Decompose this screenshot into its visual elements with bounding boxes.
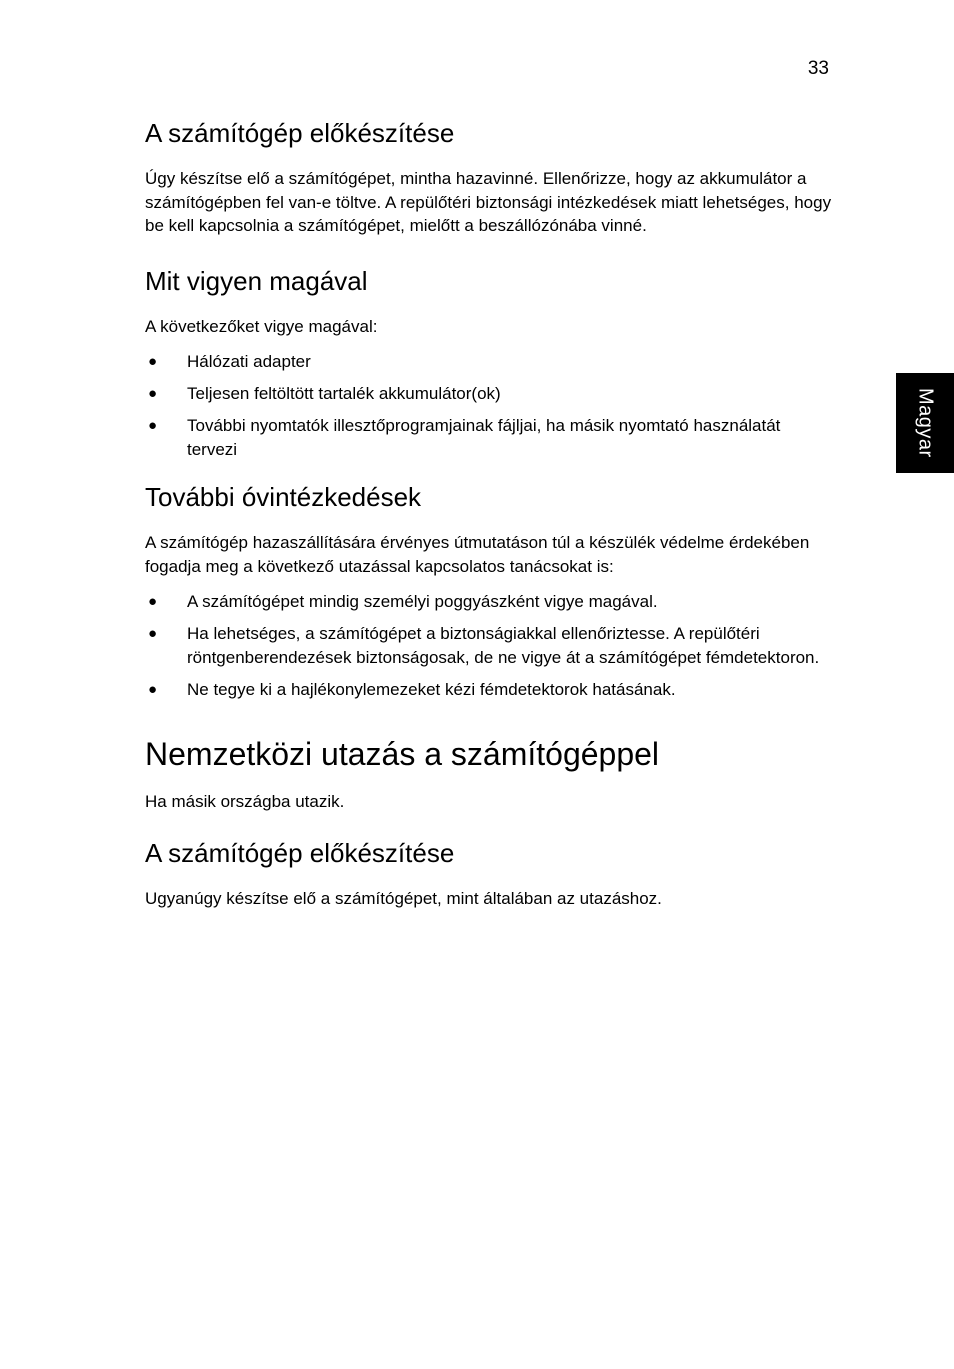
- list-item-text: Ne tegye ki a hajlékonylemezeket kézi fémdetektorok hatásának.: [187, 679, 676, 699]
- list-item-text: Teljesen feltöltött tartalék akkumulátor(ok): [187, 384, 501, 403]
- language-tab-label: Magyar: [914, 388, 937, 458]
- section-title-preparing-computer: A számítógép előkészítése: [145, 118, 455, 148]
- list-item: [145, 590, 835, 614]
- list-item: [145, 414, 835, 461]
- section-paragraph-precautions: A számítógép hazaszállítására érvényes útmutatáson túl a készülék védelme érdekében fogadja meg a következő utazással kapcsolatos tanácsokat is:: [145, 533, 810, 576]
- list-item: [145, 350, 835, 374]
- list-item: [145, 678, 835, 702]
- bullet-icon: ●: [148, 593, 158, 610]
- page-number: 33: [807, 58, 829, 79]
- page-content: [145, 117, 835, 910]
- what-to-bring-list: [145, 350, 835, 461]
- section-title-what-to-bring: Mit vigyen magával: [145, 265, 368, 296]
- precautions-list: [145, 590, 835, 701]
- section-paragraph-international-travel: Ha másik országba utazik.: [145, 792, 345, 811]
- list-item-text: Ha lehetséges, a számítógépet a biztonságiakkal ellenőriztesse. A repülőtéri röntgenberendezések biztonságosak, de ne vigye át a számítógépet fémdetektoron.: [187, 624, 820, 667]
- list-item-text: A számítógépet mindig személyi poggyászként vigye magával.: [187, 592, 658, 611]
- section-paragraph-preparing-computer: Úgy készítse elő a számítógépet, mintha hazavinné. Ellenőrizze, hogy az akkumulátor a számítógépben fel van-e töltve. A repülőtéri biztonsági intézkedések miatt lehetséges, hogy be kell kapcsolnia a számítógépet, mielőtt a beszállózónába vinné.: [145, 169, 832, 235]
- section-paragraph-what-to-bring: A következőket vigye magával:: [145, 316, 378, 336]
- bullet-icon: ●: [148, 353, 158, 370]
- bullet-icon: ●: [148, 417, 158, 434]
- bullet-icon: ●: [148, 680, 158, 698]
- list-item: [145, 622, 835, 669]
- list-item-text: Hálózati adapter: [187, 352, 311, 371]
- bullet-icon: ●: [148, 625, 158, 642]
- section-title-preparing-computer-international: A számítógép előkészítése: [145, 837, 455, 868]
- list-item-text: További nyomtatók illesztőprogramjainak fájljai, ha másik nyomtató használatát tervezi: [187, 416, 781, 459]
- section-title-precautions: További óvintézkedések: [145, 482, 422, 512]
- section-paragraph-preparing-computer-international: Ugyanúgy készítse elő a számítógépet, mint általában az utazáshoz.: [145, 888, 662, 908]
- chapter-title-international-travel: Nemzetközi utazás a számítógéppel: [145, 736, 660, 772]
- bullet-icon: ●: [148, 385, 158, 402]
- list-item: [145, 382, 835, 406]
- language-tab: [896, 373, 954, 473]
